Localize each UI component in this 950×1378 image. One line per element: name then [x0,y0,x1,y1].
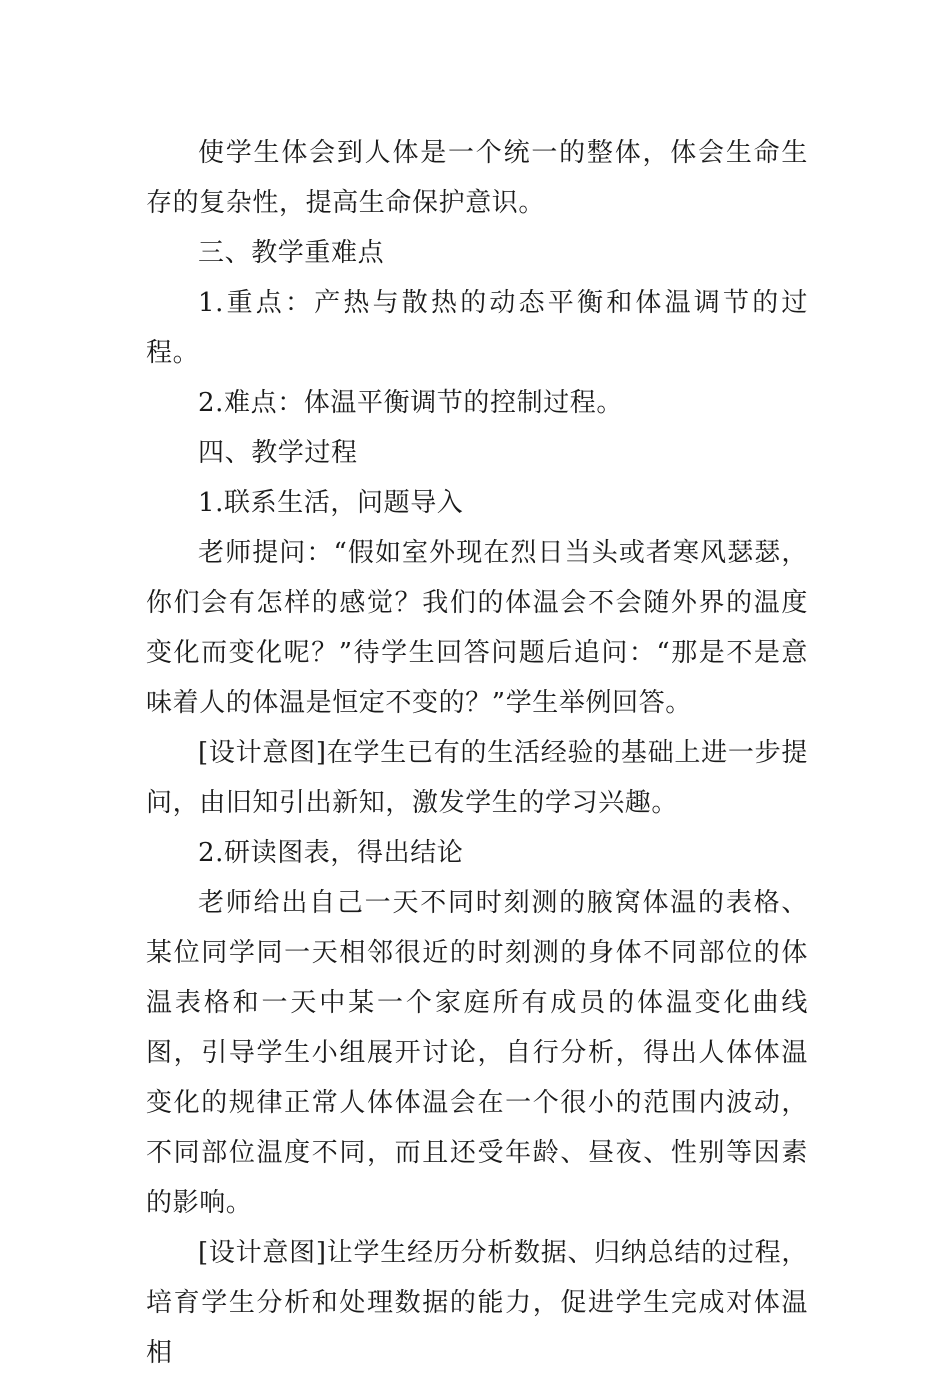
paragraph-design-intent-1: [设计意图]在学生已有的生活经验的基础上进一步提问，由旧知引出新知，激发学生的学习兴趣。 [146,738,808,818]
paragraph-teacher-charts: 老师给出自己一天不同时刻测的腋窝体温的表格、某位同学同一天相邻很近的时刻测的身体不同部位的体温表格和一天中某一个家庭所有成员的体温变化曲线图，引导学生小组展开讨论，自行分析，得出人体体温变化的规律正常人体体温会在一个很小的范围内波动，不同部位温度不同，而且还受年龄、昼夜、性别等因素的影响。 [146,888,808,1218]
paragraph-teacher-question: 老师提问：“假如室外现在烈日当头或者寒风瑟瑟，你们会有怎样的感觉？我们的体温会不会随外界的温度变化而变化呢？”待学生回答问题后追问：“那是不是意味着人的体温是恒定不变的？”学生举例回答。 [146,538,808,718]
subheading-study-charts: 2.研读图表，得出结论 [198,838,464,868]
section-heading-key-difficult-points: 三、教学重难点 [198,238,385,268]
document-page [146,128,808,1378]
list-item-difficult-point: 2.难点：体温平衡调节的控制过程。 [198,388,624,418]
list-item-key-point: 1.重点：产热与散热的动态平衡和体温调节的过程。 [146,288,808,368]
paragraph-design-intent-2: [设计意图]让学生经历分析数据、归纳总结的过程，培育学生分析和处理数据的能力，促进学生完成对体温相 [146,1238,808,1368]
subheading-life-connection: 1.联系生活，问题导入 [198,488,464,518]
paragraph-goal-continuation: 使学生体会到人体是一个统一的整体，体会生命生存的复杂性，提高生命保护意识。 [146,138,808,218]
section-heading-teaching-process: 四、教学过程 [198,438,358,468]
